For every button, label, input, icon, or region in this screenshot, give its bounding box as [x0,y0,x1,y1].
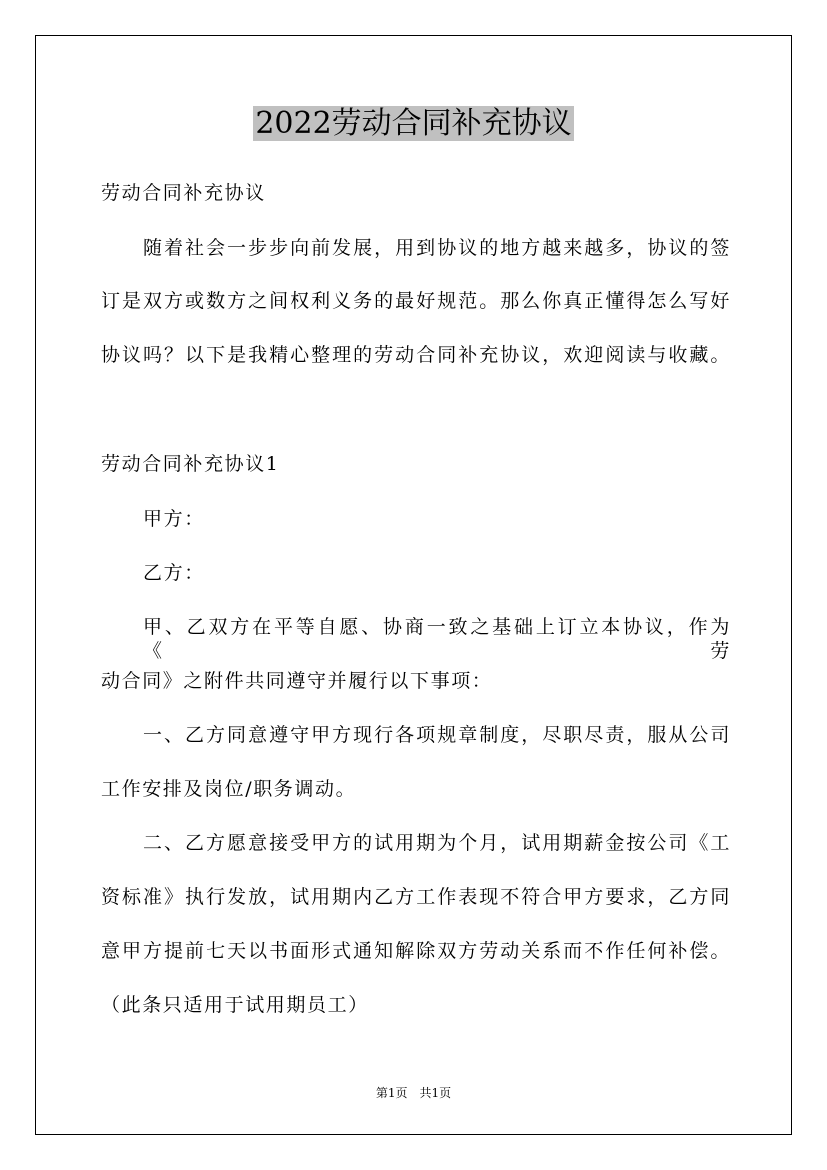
paragraph-line: 订是双方或数方之间权利义务的最好规范。那么你真正懂得怎么写好 [101,290,731,312]
paragraph-line: 工作安排及岗位/职务调动。 [101,778,357,800]
section-heading: 劳动合同补充协议1 [101,453,280,475]
paragraph-line: 资标准》执行发放，试用期内乙方工作表现不符合甲方要求，乙方同 [101,886,731,908]
paragraph-line: 意甲方提前七天以书面形式通知解除双方劳动关系而不作任何补偿。 [101,940,731,962]
paragraph-line: 甲、乙双方在平等自愿、协商一致之基础上订立本协议，作为《劳 [143,616,731,662]
paragraph-line: 随着社会一步步向前发展，用到协议的地方越来越多，协议的签 [143,237,731,259]
party-b-label: 乙方： [143,562,205,584]
document-title: 2022劳动合同补充协议 [255,106,572,141]
paragraph-line: 协议吗？以下是我精心整理的劳动合同补充协议，欢迎阅读与收藏。 [101,344,731,366]
paragraph-line: 一、乙方同意遵守甲方现行各项规章制度，尽职尽责，服从公司 [143,724,731,746]
paragraph-line: （此条只适用于试用期员工） [101,994,369,1016]
section-heading: 劳动合同补充协议 [101,182,266,204]
paragraph-line: 二、乙方愿意接受甲方的试用期为个月，试用期薪金按公司《工 [143,832,731,854]
paragraph-line: 动合同》之附件共同遵守并履行以下事项： [101,670,493,692]
party-a-label: 甲方： [143,508,205,530]
page-footer: 第1页 共1页 [375,1086,452,1100]
